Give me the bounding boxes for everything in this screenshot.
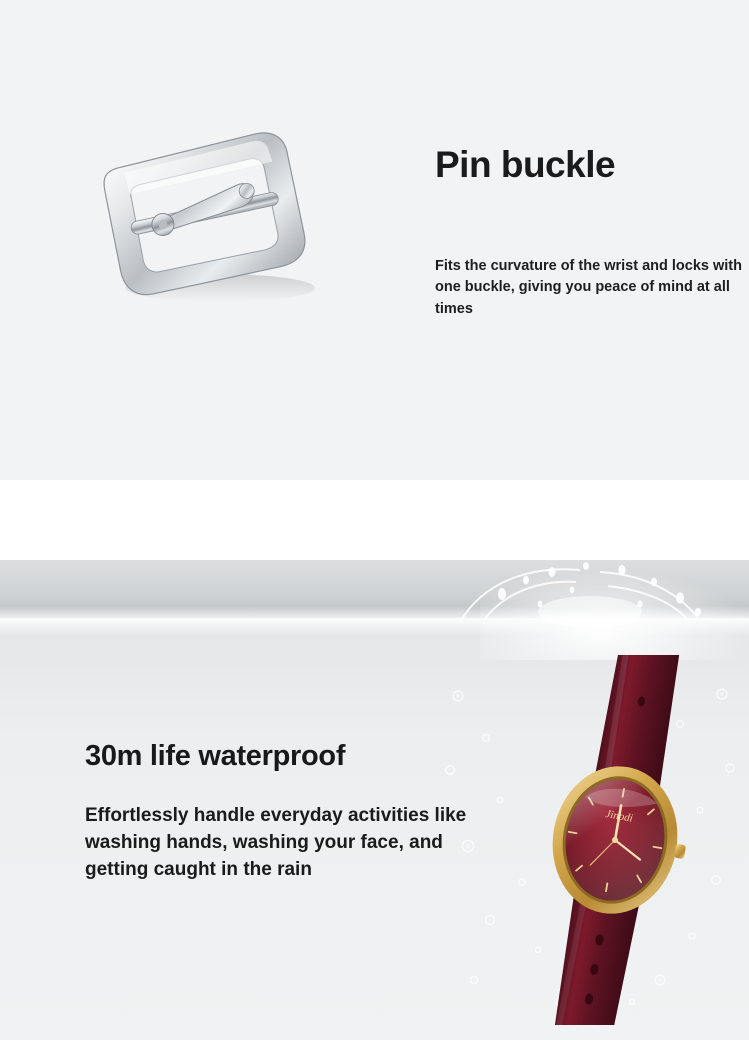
pin-buckle-title: Pin buckle xyxy=(435,144,616,185)
watch-image xyxy=(500,655,730,1025)
pin-buckle-description: Fits the curvature of the wrist and locks with one buckle, giving you peace of mind at all times xyxy=(435,257,742,318)
pin-buckle-panel xyxy=(0,0,749,480)
waterproof-title: 30m life waterproof xyxy=(85,740,346,772)
pin-buckle-text-block xyxy=(435,145,749,321)
waterproof-panel xyxy=(0,560,749,1040)
waterproof-text-block xyxy=(85,740,515,884)
pin-buckle-image xyxy=(90,120,330,310)
waterproof-description: Effortlessly handle everyday activities like washing hands, washing your face, and getting caught in the rain xyxy=(85,805,467,880)
